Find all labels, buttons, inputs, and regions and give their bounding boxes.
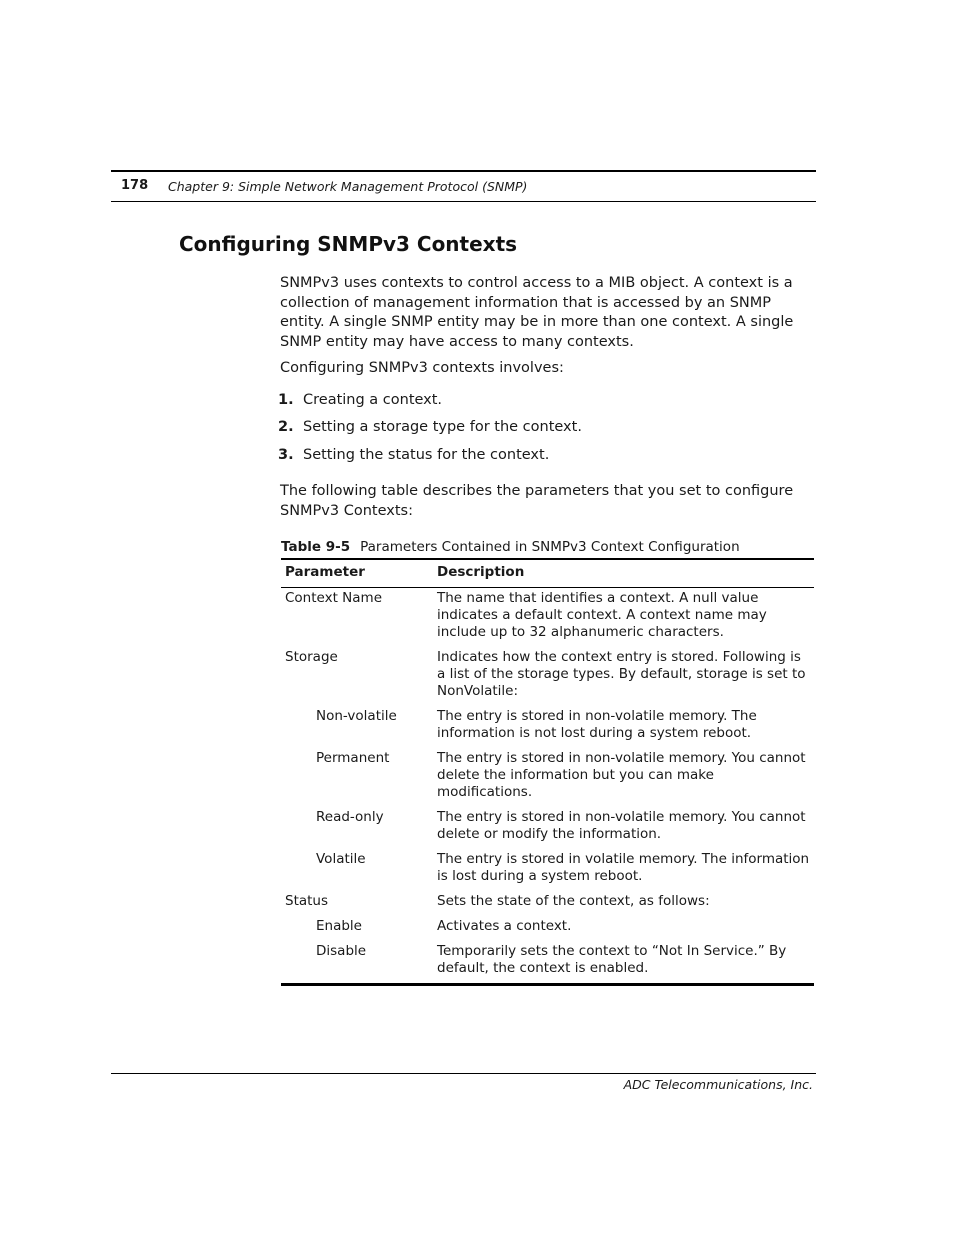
parameter-cell: Permanent: [316, 750, 390, 766]
table-row: [281, 750, 814, 801]
list-item: [278, 446, 549, 465]
description-cell: Temporarily sets the context to “Not In Service.” By default, the context is enabled.: [437, 943, 787, 976]
parameter-cell: Volatile: [316, 851, 366, 867]
description-cell: The entry is stored in non-volatile memory. You cannot delete or modify the information.: [437, 809, 806, 842]
table-row: [281, 893, 814, 910]
parameter-cell: Status: [285, 893, 329, 909]
table-bottom-rule: [281, 983, 814, 986]
table-caption: [281, 539, 740, 555]
description-cell: Indicates how the context entry is stored. Following is a list of the storage types. By default, storage is set to NonVolatile:: [437, 649, 806, 699]
step-number: 2.: [278, 419, 294, 435]
table-header-row: [281, 560, 814, 587]
description-cell: The entry is stored in non-volatile memory. The information is not lost during a system reboot.: [437, 708, 757, 741]
step-text: Setting the status for the context.: [303, 447, 550, 463]
table-row: [281, 809, 814, 843]
table-intro-paragraph: The following table describes the parameters that you set to configure SNMPv3 Contexts:: [280, 483, 794, 519]
table-row: [281, 851, 814, 885]
table-caption-text: Parameters Contained in SNMPv3 Context Configuration: [360, 539, 740, 555]
parameter-cell: Read-only: [316, 809, 384, 825]
footer-rule: [111, 1073, 816, 1074]
footer-company: ADC Telecommunications, Inc.: [623, 1077, 813, 1092]
column-header-description: Description: [437, 564, 525, 580]
chapter-title: Chapter 9: Simple Network Management Protocol (SNMP): [168, 179, 528, 194]
table-row: [281, 649, 814, 700]
table-row: [281, 918, 814, 935]
table-caption-label: Table 9-5: [281, 539, 351, 555]
description-cell: The entry is stored in volatile memory. The information is lost during a system reboot.: [437, 851, 810, 884]
parameter-cell: Context Name: [285, 590, 383, 606]
description-cell: The name that identifies a context. A null value indicates a default context. A context name may include up to 32 alphanumeric characters.: [437, 590, 767, 640]
page-number: 178: [121, 178, 149, 193]
parameters-table: [281, 558, 814, 986]
table-row: [281, 588, 814, 641]
involves-paragraph: Configuring SNMPv3 contexts involves:: [280, 360, 564, 376]
parameter-cell: Non-volatile: [316, 708, 397, 724]
parameter-cell: Storage: [285, 649, 338, 665]
parameter-cell: Disable: [316, 943, 367, 959]
header-rule-bottom: [111, 201, 816, 202]
description-cell: The entry is stored in non-volatile memory. You cannot delete the information but you can make modifications.: [437, 750, 806, 800]
description-cell: Sets the state of the context, as follows:: [437, 893, 710, 909]
step-number: 1.: [278, 392, 294, 408]
list-item: [278, 391, 442, 410]
parameter-cell: Enable: [316, 918, 362, 934]
section-title: Configuring SNMPv3 Contexts: [179, 232, 518, 256]
step-number: 3.: [278, 447, 294, 463]
list-item: [278, 418, 582, 437]
step-text: Setting a storage type for the context.: [303, 419, 582, 435]
table-row: [281, 708, 814, 742]
column-header-parameter: Parameter: [285, 564, 365, 580]
description-cell: Activates a context.: [437, 918, 572, 934]
step-text: Creating a context.: [303, 392, 443, 408]
table-row: [281, 943, 814, 983]
intro-paragraph: SNMPv3 uses contexts to control access to a MIB object. A context is a collection of management information that is accessed by an SNMP entity. A single SNMP entity may be in more than one context. A single SNMP entity may have access to many contexts.: [280, 275, 794, 350]
header-rule-top: [111, 170, 816, 172]
